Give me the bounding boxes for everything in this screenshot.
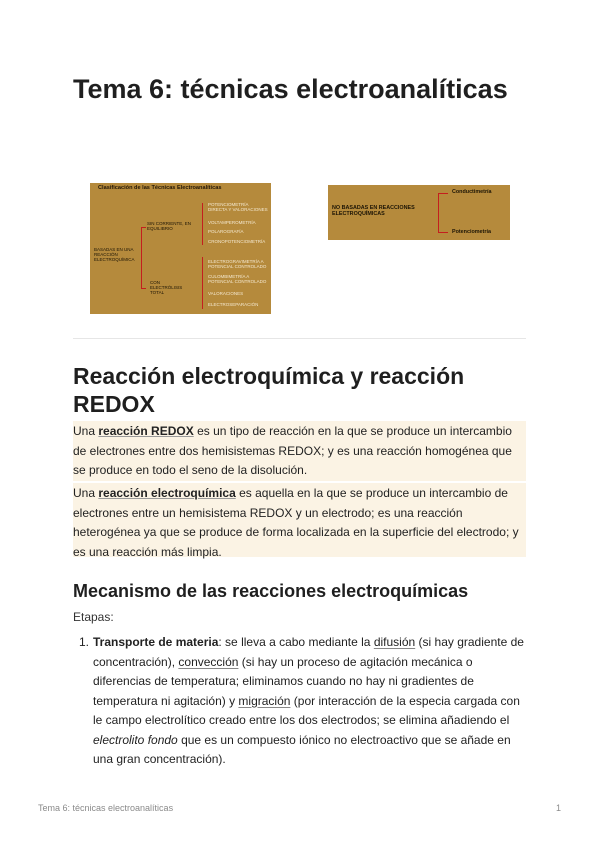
list-item-number: 1. [79, 635, 90, 649]
list-item-body [93, 633, 526, 770]
steps-intro: Etapas: [73, 610, 114, 624]
step-text: (si hay gradiente de concentración), [93, 635, 524, 669]
step-text: que es un compuesto iónico no electroactivo que se añade en una gran concentración). [93, 732, 511, 766]
page-title: Tema 6: técnicas electroanalíticas [73, 74, 508, 104]
callout-electroquimica [73, 483, 526, 557]
callout-text: es aquella en la que se produce un intercambio de electrones entre un hemisistema REDOX y un electrodo; es una reacción heterogénea ya que se produce de forma localizada en la superficie del electrodo; y es una reacción más limpia. [73, 486, 519, 559]
callout-redox [73, 421, 526, 481]
non-electrochemical-diagram [328, 185, 510, 240]
step-text: : se lleva a cabo mediante la [218, 635, 374, 649]
diagram-bracket [202, 203, 203, 245]
diagram-connector [438, 193, 448, 194]
callout-text: Una [73, 424, 99, 438]
diagram-connector [438, 232, 448, 233]
footer-title: Tema 6: técnicas electroanalíticas [38, 803, 174, 813]
diagram-branch-label: CON ELECTRÓLISIS TOTAL [150, 280, 183, 295]
diagram-bracket [141, 227, 142, 289]
diagram-leaf-label: POLAROGRAFÍA [208, 229, 244, 234]
steps-list [73, 633, 526, 770]
diagram-leaf-label: Conductimetría [452, 189, 492, 195]
diagram-leaf-label: Potenciometría [452, 229, 491, 235]
diagram-branch-label: SIN CORRIENTE, EN EQUILIBRIO [147, 221, 192, 231]
section-heading-redox: Reacción electroquímica y reacción REDOX [73, 363, 465, 417]
section-heading-mecanismo: Mecanismo de las reacciones electroquímicas [73, 581, 469, 601]
link-migracion[interactable]: migración [238, 693, 291, 708]
diagram-connector [141, 227, 146, 228]
diagram-leaf-label: VALORACIONES [208, 291, 244, 296]
step-emphasis: electrolito fondo [93, 732, 178, 747]
diagram-bracket [202, 257, 203, 309]
diagram-leaf-label: POTENCIOMETRÍA DIRECTA Y VALORACIONES [208, 202, 268, 212]
classification-diagram [90, 183, 271, 314]
link-conveccion[interactable]: convección [178, 654, 239, 669]
diagram-leaf-label: CULOMBIMETRÍA A POTENCIAL CONTROLADO [208, 274, 267, 284]
step-text: (por interacción de la especia cargada con le campo electrolítico creado entre los dos electrodos; se elimina añadiendo el [93, 693, 520, 727]
step-text: (si hay un proceso de agitación mecánica o diferencias de temperatura; eliminamos cuando no hay ni gradientes de temperatura ni agitación) y [93, 654, 474, 708]
diagram-title: Clasificación de las Técnicas Electroanalíticas [98, 185, 222, 191]
callout-text: es un tipo de reacción en la que se produce un intercambio de electrones entre dos hemisistemas REDOX; y es una reacción homogénea que se produce en todo el seno de la disolución. [73, 424, 512, 477]
diagram-leaf-label: ELECTROSEPARACIÓN [208, 302, 259, 307]
list-item [73, 633, 526, 770]
link-difusion[interactable]: difusión [373, 635, 416, 649]
step-title: Transporte de materia [93, 635, 219, 649]
diagram-bracket [438, 193, 439, 233]
term-reaccion-electroquimica[interactable]: reacción electroquímica [98, 486, 236, 500]
diagram-leaf-label: ELECTROGRAVIMETRÍA A POTENCIAL CONTROLADO [208, 259, 267, 269]
diagram-root-label: NO BASADAS EN REACCIONES ELECTROQUÍMICAS [332, 205, 415, 217]
diagram-leaf-label: VOLTAMPEROMETRÍA [208, 220, 256, 225]
diagram-connector [141, 288, 146, 289]
diagram-leaf-label: CRONOPOTENCIOMETRÍA [208, 239, 266, 244]
section-divider [73, 338, 526, 339]
page-number: 1 [556, 803, 562, 813]
diagram-root-label: BASADAS EN UNA REACCIÓN ELECTROQUÍMICA [94, 247, 135, 262]
callout-text: Una [73, 486, 99, 500]
term-reaccion-redox[interactable]: reacción REDOX [98, 424, 194, 438]
